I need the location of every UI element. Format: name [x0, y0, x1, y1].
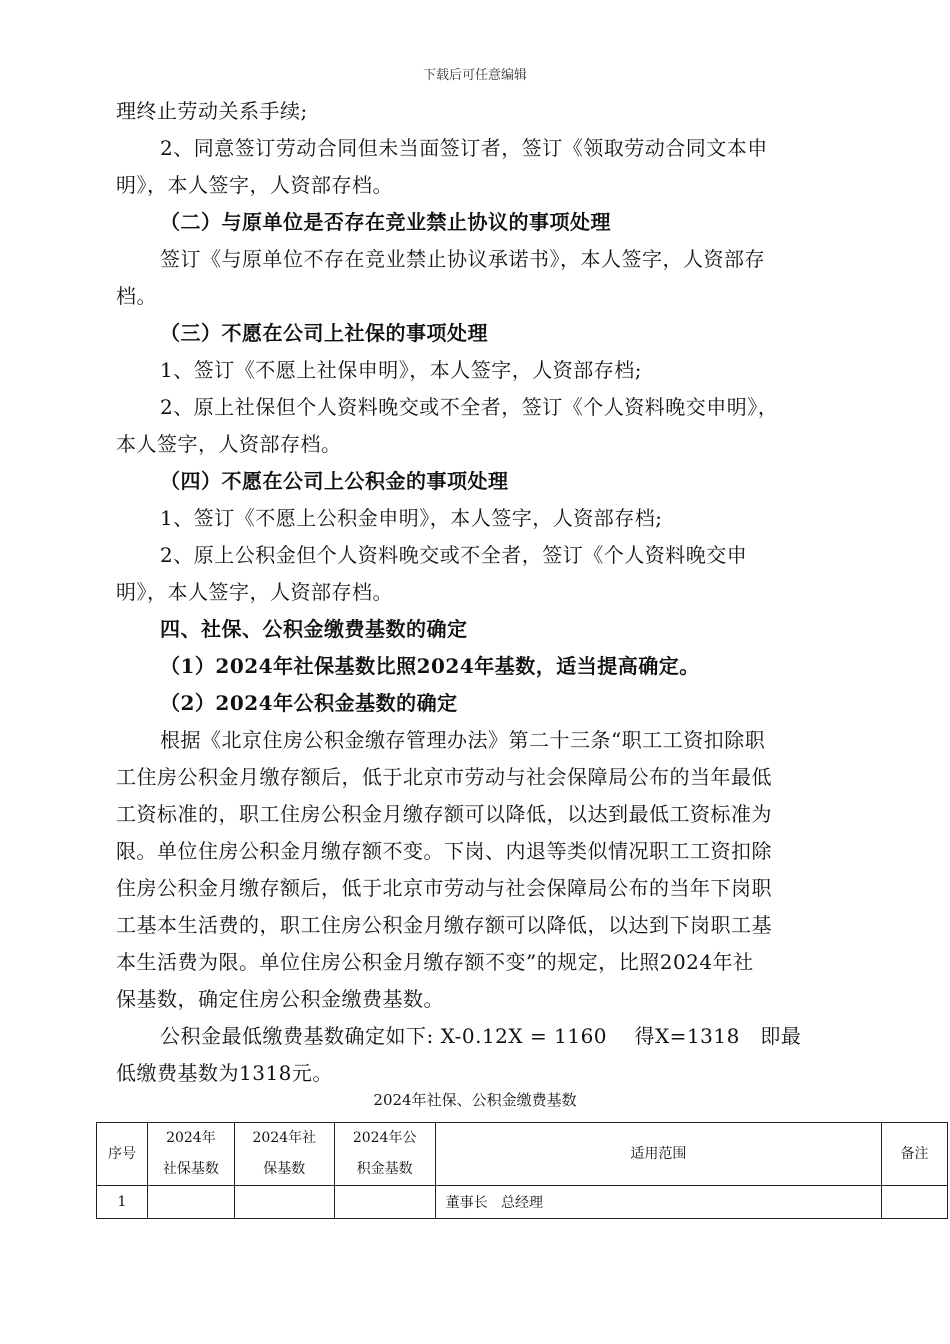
contribution-base-table: [96, 1122, 948, 1219]
table-header-row: [97, 1123, 948, 1186]
paragraph-line: 1、签订《不愿上公积金申明》，本人签字，人资部存档;: [160, 506, 663, 530]
document-body: [116, 93, 836, 1092]
header-social-base-2: [234, 1123, 334, 1186]
paragraph-line: 本生活费为限。单位住房公积金月缴存额不变”的规定，比照2024年社: [116, 950, 754, 974]
paragraph-line: 公积金最低缴费基数确定如下: X-0.12X = 1160 得X=1318 即最: [160, 1024, 802, 1048]
paragraph-line: 根据《北京住房公积金缴存管理办法》第二十三条“职工工资扣除职: [160, 728, 766, 752]
section-heading: （1）2024年社保基数比照2024年基数，适当提高确定。: [160, 654, 700, 678]
section-heading: （二）与原单位是否存在竞业禁止协议的事项处理: [160, 210, 611, 234]
header-fund-base-line1: 2024年公: [352, 1130, 417, 1146]
table-caption: 2024年社保、公积金缴费基数: [373, 1091, 577, 1109]
section-heading: （四）不愿在公司上公积金的事项处理: [160, 469, 509, 493]
paragraph-line: 住房公积金月缴存额后，低于北京市劳动与社会保障局公布的当年下岗职: [116, 876, 772, 900]
paragraph-line: 保基数，确定住房公积金缴费基数。: [116, 987, 444, 1011]
header-seq-label: 序号: [107, 1145, 136, 1162]
cell-note: [882, 1186, 948, 1219]
paragraph-line: 档。: [116, 284, 157, 308]
paragraph-line: 限。单位住房公积金月缴存额不变。下岗、内退等类似情况职工工资扣除: [116, 839, 772, 863]
header-seq: [97, 1123, 148, 1186]
paragraph-line: 2、原上公积金但个人资料晚交或不全者，签订《个人资料晚交申: [160, 543, 748, 567]
cell-scope: 董事长 总经理: [435, 1186, 881, 1219]
paragraph-line: 1、签订《不愿上社保申明》，本人签字，人资部存档;: [160, 358, 642, 382]
header-note: [882, 1123, 948, 1186]
paragraph-line: 明》，本人签字，人资部存档。: [116, 580, 393, 604]
header-fund-base: [334, 1123, 435, 1186]
header-scope-label: 适用范围: [630, 1145, 687, 1162]
table-row: [97, 1186, 948, 1219]
header-scope: [435, 1123, 881, 1186]
paragraph-line: 理终止劳动关系手续;: [116, 99, 308, 123]
cell-seq: 1: [97, 1186, 148, 1219]
section-heading: （三）不愿在公司上社保的事项处理: [160, 321, 488, 345]
header-social-base-line2: 社保基数: [162, 1161, 219, 1177]
header-social-base-2-line1: 2024年社: [252, 1130, 317, 1146]
page-header-note: 下载后可任意编辑: [422, 68, 527, 83]
paragraph-line: 2、原上社保但个人资料晚交或不全者，签订《个人资料晚交申明》，: [160, 395, 779, 419]
section-heading: 四、社保、公积金缴费基数的确定: [160, 617, 468, 641]
cell-social-base: [147, 1186, 234, 1219]
paragraph-line: 本人签字，人资部存档。: [116, 432, 342, 456]
header-social-base-2-line2: 保基数: [263, 1161, 306, 1177]
header-social-base-line1: 2024年: [166, 1130, 216, 1146]
paragraph-line: 低缴费基数为1318元。: [116, 1061, 333, 1085]
paragraph-line: 2、同意签订劳动合同但未当面签订者，签订《领取劳动合同文本申: [160, 136, 768, 160]
paragraph-line: 签订《与原单位不存在竞业禁止协议承诺书》，本人签字，人资部存: [160, 247, 765, 271]
header-fund-base-line2: 积金基数: [356, 1161, 413, 1177]
cell-social-base-2: [234, 1186, 334, 1219]
paragraph-line: 明》，本人签字，人资部存档。: [116, 173, 393, 197]
header-social-base: [147, 1123, 234, 1186]
section-heading: （2）2024年公积金基数的确定: [160, 691, 458, 715]
cell-fund-base: [334, 1186, 435, 1219]
paragraph-line: 工资标准的，职工住房公积金月缴存额可以降低，以达到最低工资标准为: [116, 802, 772, 826]
paragraph-line: 工基本生活费的，职工住房公积金月缴存额可以降低，以达到下岗职工基: [116, 913, 772, 937]
paragraph-line: 工住房公积金月缴存额后，低于北京市劳动与社会保障局公布的当年最低: [116, 765, 772, 789]
header-note-label: 备注: [900, 1145, 929, 1162]
